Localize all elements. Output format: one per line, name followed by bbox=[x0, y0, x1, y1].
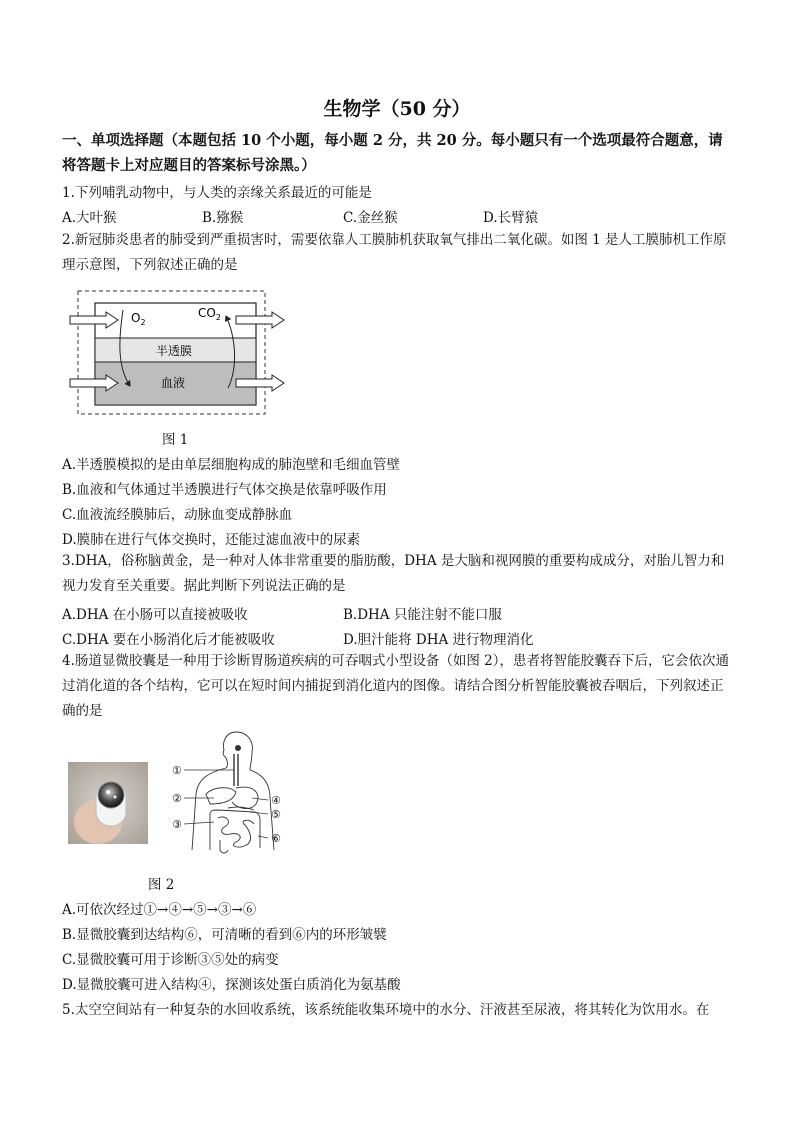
question-3-option-a: A.DHA 在小肠可以直接被吸收 bbox=[62, 607, 248, 623]
figure-1-caption: 图 1 bbox=[162, 432, 189, 448]
question-2-option-d: D.膜肺在进行气体交换时，还能过滤血液中的尿素 bbox=[62, 532, 361, 548]
question-2-option-c: C.血液流经膜肺后，动脉血变成静脉血 bbox=[62, 507, 293, 523]
question-4-option-c: C.显微胶囊可用于诊断③⑤处的病变 bbox=[62, 952, 279, 968]
question-2-option-a: A.半透膜模拟的是由单层细胞构成的肺泡壁和毛细血管壁 bbox=[62, 457, 401, 473]
label-4: ④ bbox=[271, 794, 281, 807]
question-2-stem: 2.新冠肺炎患者的肺受到严重损害时，需要依靠人工膜肺机获取氧气排出二氧化碳。如图 1 是人工膜肺机工作原理示意图，下列叙述正确的是 bbox=[62, 232, 727, 273]
question-3-option-b: B.DHA 只能注射不能口服 bbox=[343, 607, 502, 623]
question-3-option-c: C.DHA 要在小肠消化后才能被吸收 bbox=[62, 632, 275, 648]
label-6: ⑥ bbox=[271, 832, 281, 845]
question-1-option-d: D.长臂猿 bbox=[483, 210, 539, 226]
blood-label: 血液 bbox=[161, 376, 186, 390]
label-3: ③ bbox=[172, 818, 182, 831]
question-3-option-d: D.胆汁能将 DHA 进行物理消化 bbox=[343, 632, 534, 648]
figure-2-caption: 图 2 bbox=[148, 877, 175, 893]
label-2: ② bbox=[172, 792, 182, 805]
label-1: ① bbox=[172, 764, 182, 777]
question-2-option-b: B.血液和气体通过半透膜进行气体交换是依靠呼吸作用 bbox=[62, 482, 387, 498]
o2-label: $O_2$ bbox=[131, 311, 146, 327]
membrane-label: 半透膜 bbox=[156, 344, 193, 358]
question-1-stem: 1.下列哺乳动物中，与人类的亲缘关系最近的可能是 bbox=[62, 185, 372, 201]
question-1-option-c: C.金丝猴 bbox=[343, 210, 398, 226]
question-4-option-a: A.可依次经过①→④→⑤→③→⑥ bbox=[62, 902, 257, 918]
question-1-option-b: B.猕猴 bbox=[202, 210, 244, 226]
capsule-photo bbox=[68, 762, 148, 844]
page-title: 生物学（50 分） bbox=[323, 98, 471, 120]
question-4-stem: 4.肠道显微胶囊是一种用于诊断胃肠道疾病的可吞咽式小型设备（如图 2），患者将智能胶囊吞下后，它会依次通过消化道的各个结构，它可以在短时间内捕捉到消化道内的图像。请结合图分析智能胶囊被吞咽后，下列叙述正确的是 bbox=[62, 653, 730, 719]
question-5-stem: 5.太空空间站有一种复杂的水回收系统，该系统能收集环境中的水分、汗液甚至尿液，将其转化为饮用水。在 bbox=[62, 1002, 710, 1018]
section-heading: 一、单项选择题（本题包括 10 个小题，每小题 2 分，共 20 分。每小题只有一个选项最符合题意，请将答题卡上对应题目的答案标号涂黑。） bbox=[62, 132, 723, 174]
figure-2-digestive-system-diagram bbox=[170, 728, 290, 862]
label-5: ⑤ bbox=[271, 808, 281, 821]
question-1-option-a: A.大叶猴 bbox=[62, 210, 117, 226]
figure-1-membrane-lung-diagram bbox=[68, 288, 290, 418]
co2-label: $CO_2$ bbox=[198, 306, 221, 322]
question-4-option-d: D.显微胶囊可进入结构④，探测该处蛋白质消化为氨基酸 bbox=[62, 977, 401, 993]
question-4-option-b: B.显微胶囊到达结构⑥，可清晰的看到⑥内的环形皱襞 bbox=[62, 927, 387, 943]
question-3-stem: 3.DHA，俗称脑黄金，是一种对人体非常重要的脂肪酸，DHA 是大脑和视网膜的重要构成成分，对胎儿智力和视力发育至关重要。据此判断下列说法正确的是 bbox=[62, 553, 725, 594]
